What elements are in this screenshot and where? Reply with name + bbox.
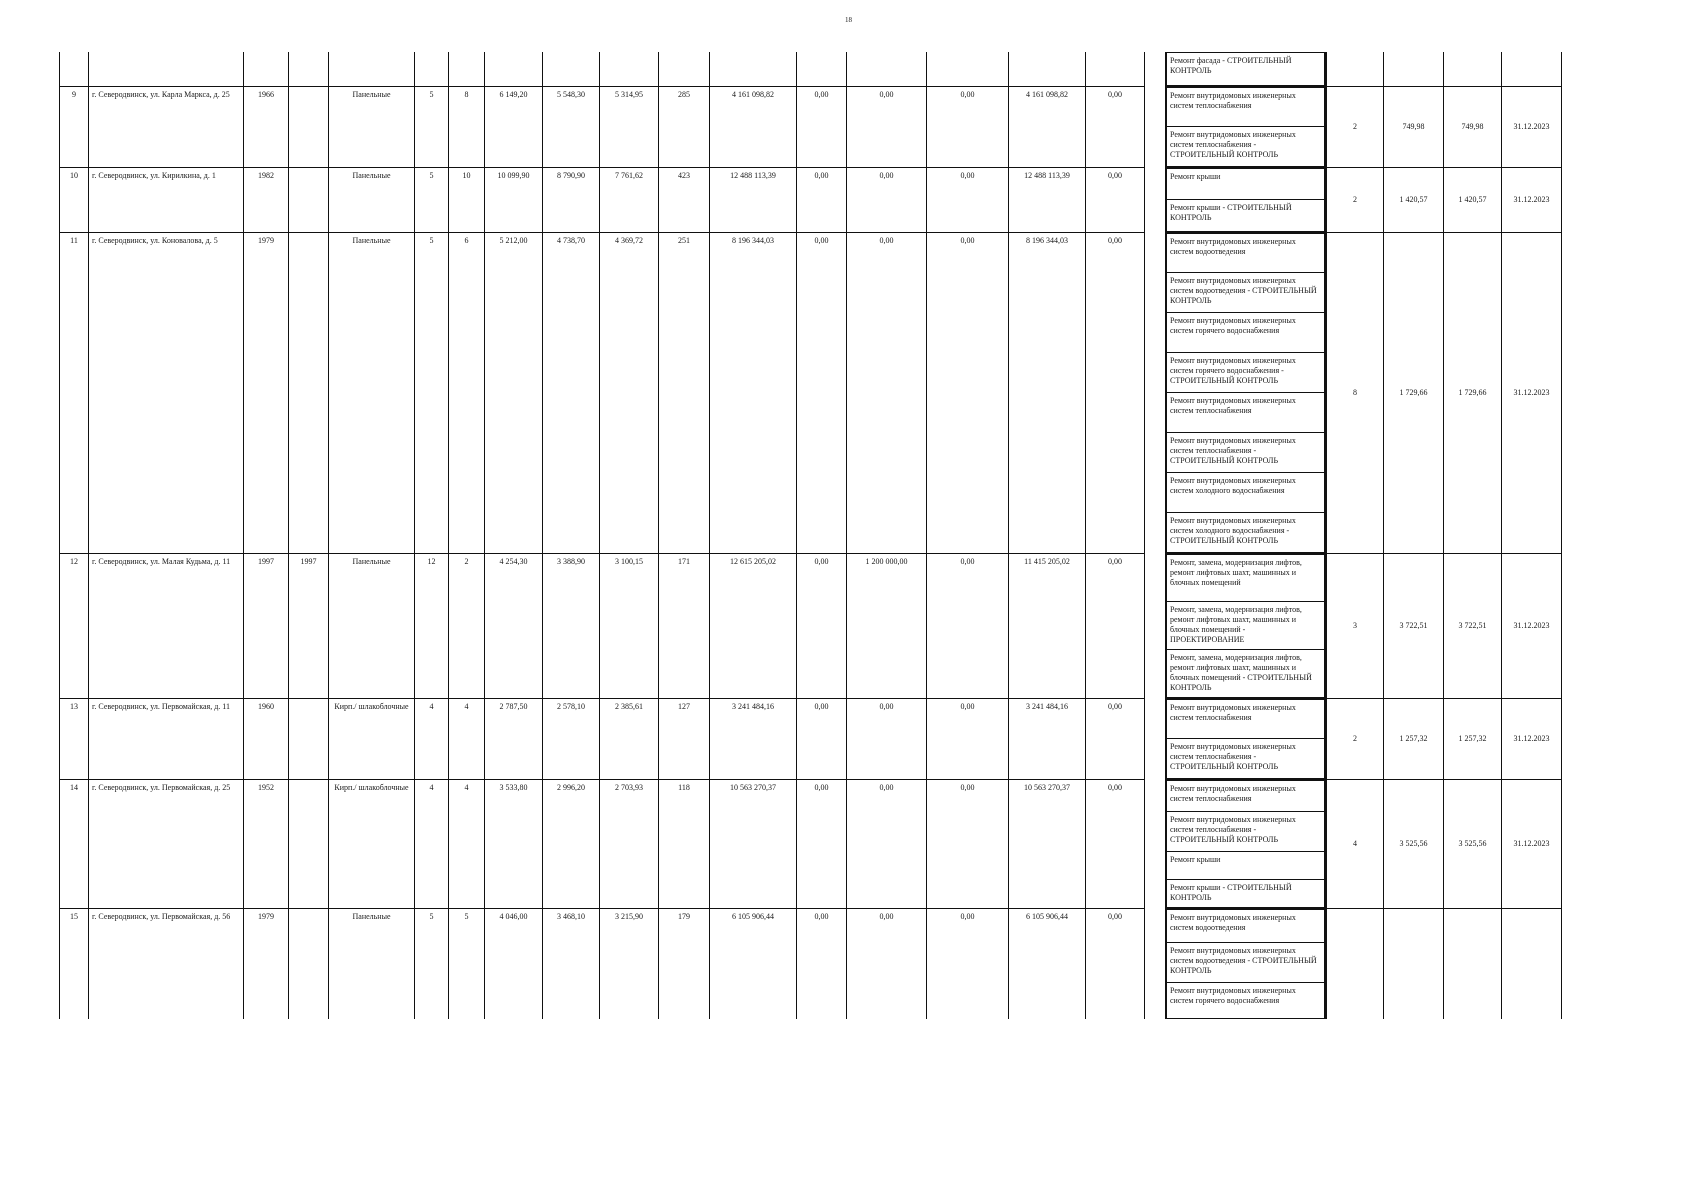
area-owned-cell: 7 761,62 (600, 168, 659, 233)
cost-fund-cell: 0,00 (797, 909, 847, 1020)
wall-material-cell: Панельные (329, 233, 415, 554)
unit-cost-cell (1384, 909, 1444, 1020)
cost-budget-cell: 0,00 (847, 699, 927, 780)
empty-cell (797, 52, 847, 87)
residents-cell: 179 (659, 909, 710, 1020)
work-item: Ремонт фасада - СТРОИТЕЛЬНЫЙ КОНТРОЛЬ (1166, 52, 1326, 86)
address-cell: г. Северодвинск, ул. Малая Кудьма, д. 11 (89, 554, 244, 699)
cost-budget-cell: 0,00 (847, 909, 927, 1020)
cost-local-cell: 0,00 (927, 909, 1009, 1020)
cost-total-cell: 12 615 205,02 (710, 554, 797, 699)
year-renovated-cell: 1997 (289, 554, 329, 699)
area-total-cell: 4 254,30 (485, 554, 543, 699)
empty-cell (600, 52, 659, 87)
spacer-cell (1145, 233, 1166, 554)
spacer-cell (1145, 87, 1166, 168)
area-total-cell: 10 099,90 (485, 168, 543, 233)
year-built-cell: 1979 (244, 233, 289, 554)
year-built-cell: 1979 (244, 909, 289, 1020)
year-built-cell: 1997 (244, 554, 289, 699)
year-renovated-cell (289, 780, 329, 909)
deadline-cell: 31.12.2023 (1502, 87, 1562, 168)
cost-budget-cell: 0,00 (847, 233, 927, 554)
cost-total-cell: 3 241 484,16 (710, 699, 797, 780)
residents-cell: 285 (659, 87, 710, 168)
area-total-cell: 3 533,80 (485, 780, 543, 909)
deadline-cell: 31.12.2023 (1502, 699, 1562, 780)
row-number-cell: 15 (60, 909, 89, 1020)
works-cell (1166, 554, 1327, 699)
house-row (60, 233, 1562, 554)
cost-budget-cell: 0,00 (847, 87, 927, 168)
work-count-cell (1327, 909, 1384, 1020)
row-number-cell: 10 (60, 168, 89, 233)
page-number: 18 (845, 16, 852, 24)
work-item: Ремонт крыши - СТРОИТЕЛЬНЫЙ КОНТРОЛЬ (1166, 200, 1326, 232)
entrances-cell: 4 (449, 780, 485, 909)
year-built-cell: 1960 (244, 699, 289, 780)
cost-owners-cell: 11 415 205,02 (1009, 554, 1086, 699)
row-number-cell: 11 (60, 233, 89, 554)
cost-fund-cell: 0,00 (797, 168, 847, 233)
empty-cell (543, 52, 600, 87)
area-owned-cell: 3 215,90 (600, 909, 659, 1020)
work-item: Ремонт внутридомовых инженерных систем теплоснабжения (1166, 87, 1326, 127)
year-built-cell: 1982 (244, 168, 289, 233)
wall-material-cell: Кирп./ шлакоблочные (329, 699, 415, 780)
row-number-cell: 13 (60, 699, 89, 780)
area-owned-cell: 2 385,61 (600, 699, 659, 780)
area-total-cell: 2 787,50 (485, 699, 543, 780)
house-row (60, 909, 1562, 1020)
area-total-cell: 5 212,00 (485, 233, 543, 554)
cost-other-cell: 0,00 (1086, 909, 1145, 1020)
empty-cell (1502, 52, 1562, 87)
empty-cell (1444, 52, 1502, 87)
work-item: Ремонт, замена, модернизация лифтов, ремонт лифтовых шахт, машинных и блочных помещений - ПРОЕКТИРОВАНИЕ (1166, 602, 1326, 650)
empty-cell (415, 52, 449, 87)
entrances-cell: 2 (449, 554, 485, 699)
work-item: Ремонт внутридомовых инженерных систем холодного водоснабжения - СТРОИТЕЛЬНЫЙ КОНТРОЛЬ (1166, 513, 1326, 553)
work-item: Ремонт внутридомовых инженерных систем теплоснабжения (1166, 393, 1326, 433)
unit-cost-cell: 3 525,56 (1384, 780, 1444, 909)
empty-cell (329, 52, 415, 87)
work-item: Ремонт крыши - СТРОИТЕЛЬНЫЙ КОНТРОЛЬ (1166, 880, 1326, 908)
cost-other-cell: 0,00 (1086, 168, 1145, 233)
floors-cell: 5 (415, 909, 449, 1020)
wall-material-cell: Панельные (329, 554, 415, 699)
address-cell: г. Северодвинск, ул. Первомайская, д. 56 (89, 909, 244, 1020)
area-residential-cell: 2 578,10 (543, 699, 600, 780)
works-cell (1166, 780, 1327, 909)
area-owned-cell: 4 369,72 (600, 233, 659, 554)
deadline-cell: 31.12.2023 (1502, 780, 1562, 909)
work-item: Ремонт, замена, модернизация лифтов, ремонт лифтовых шахт, машинных и блочных помещений (1166, 554, 1326, 602)
house-row (60, 554, 1562, 699)
row-number-cell: 14 (60, 780, 89, 909)
residents-cell: 118 (659, 780, 710, 909)
row-number-cell: 9 (60, 87, 89, 168)
deadline-cell: 31.12.2023 (1502, 168, 1562, 233)
area-residential-cell: 8 790,90 (543, 168, 600, 233)
work-item: Ремонт внутридомовых инженерных систем горячего водоснабжения (1166, 313, 1326, 353)
cost-fund-cell: 0,00 (797, 699, 847, 780)
cost-local-cell: 0,00 (927, 168, 1009, 233)
area-total-cell: 4 046,00 (485, 909, 543, 1020)
cost-budget-cell: 0,00 (847, 168, 927, 233)
cost-total-cell: 12 488 113,39 (710, 168, 797, 233)
year-built-cell: 1966 (244, 87, 289, 168)
cost-budget-cell: 1 200 000,00 (847, 554, 927, 699)
cost-total-cell: 4 161 098,82 (710, 87, 797, 168)
entrances-cell: 6 (449, 233, 485, 554)
work-item: Ремонт крыши (1166, 852, 1326, 880)
works-cell (1166, 233, 1327, 554)
entrances-cell: 4 (449, 699, 485, 780)
floors-cell: 4 (415, 699, 449, 780)
works-cell (1166, 909, 1327, 1020)
area-owned-cell: 2 703,93 (600, 780, 659, 909)
entrances-cell: 5 (449, 909, 485, 1020)
area-residential-cell: 4 738,70 (543, 233, 600, 554)
house-row (60, 699, 1562, 780)
work-count-cell: 2 (1327, 87, 1384, 168)
work-item: Ремонт внутридомовых инженерных систем горячего водоснабжения (1166, 983, 1326, 1019)
address-cell: г. Северодвинск, ул. Первомайская, д. 11 (89, 699, 244, 780)
cost-local-cell: 0,00 (927, 554, 1009, 699)
work-count-cell: 8 (1327, 233, 1384, 554)
empty-cell (1009, 52, 1086, 87)
cost-total-cell: 8 196 344,03 (710, 233, 797, 554)
work-item: Ремонт крыши (1166, 168, 1326, 200)
entrances-cell: 8 (449, 87, 485, 168)
cost-budget-cell: 0,00 (847, 780, 927, 909)
floors-cell: 4 (415, 780, 449, 909)
cost-other-cell: 0,00 (1086, 699, 1145, 780)
empty-cell (1384, 52, 1444, 87)
wall-material-cell: Панельные (329, 87, 415, 168)
cost-fund-cell: 0,00 (797, 233, 847, 554)
residents-cell: 127 (659, 699, 710, 780)
row-number-cell: 12 (60, 554, 89, 699)
floors-cell: 5 (415, 87, 449, 168)
wall-material-cell: Панельные (329, 168, 415, 233)
house-row (60, 780, 1562, 909)
work-item: Ремонт внутридомовых инженерных систем теплоснабжения (1166, 699, 1326, 739)
work-item: Ремонт внутридомовых инженерных систем теплоснабжения - СТРОИТЕЛЬНЫЙ КОНТРОЛЬ (1166, 739, 1326, 779)
unit-limit-cell (1444, 909, 1502, 1020)
work-item: Ремонт внутридомовых инженерных систем теплоснабжения - СТРОИТЕЛЬНЫЙ КОНТРОЛЬ (1166, 812, 1326, 852)
year-renovated-cell (289, 699, 329, 780)
cost-owners-cell: 4 161 098,82 (1009, 87, 1086, 168)
empty-cell (847, 52, 927, 87)
cost-other-cell: 0,00 (1086, 87, 1145, 168)
spacer-cell (1145, 780, 1166, 909)
unit-limit-cell: 1 729,66 (1444, 233, 1502, 554)
work-item: Ремонт внутридомовых инженерных систем теплоснабжения - СТРОИТЕЛЬНЫЙ КОНТРОЛЬ (1166, 433, 1326, 473)
year-renovated-cell (289, 168, 329, 233)
cost-fund-cell: 0,00 (797, 87, 847, 168)
cost-total-cell: 10 563 270,37 (710, 780, 797, 909)
address-cell: г. Северодвинск, ул. Первомайская, д. 25 (89, 780, 244, 909)
work-count-cell: 2 (1327, 699, 1384, 780)
wall-material-cell: Панельные (329, 909, 415, 1020)
spacer-cell (1145, 699, 1166, 780)
unit-limit-cell: 749,98 (1444, 87, 1502, 168)
year-built-cell: 1952 (244, 780, 289, 909)
cost-other-cell: 0,00 (1086, 780, 1145, 909)
work-item: Ремонт внутридомовых инженерных систем теплоснабжения - СТРОИТЕЛЬНЫЙ КОНТРОЛЬ (1166, 127, 1326, 167)
works-cell (1166, 87, 1327, 168)
unit-limit-cell: 3 525,56 (1444, 780, 1502, 909)
empty-cell (710, 52, 797, 87)
work-item: Ремонт, замена, модернизация лифтов, ремонт лифтовых шахт, машинных и блочных помещений - СТРОИТЕЛЬНЫЙ КОНТРОЛЬ (1166, 650, 1326, 698)
area-owned-cell: 3 100,15 (600, 554, 659, 699)
empty-cell (1327, 52, 1384, 87)
empty-cell (1086, 52, 1145, 87)
works-cell (1166, 168, 1327, 233)
empty-cell (927, 52, 1009, 87)
area-residential-cell: 2 996,20 (543, 780, 600, 909)
work-item: Ремонт внутридомовых инженерных систем водоотведения - СТРОИТЕЛЬНЫЙ КОНТРОЛЬ (1166, 943, 1326, 983)
area-total-cell: 6 149,20 (485, 87, 543, 168)
cost-owners-cell: 6 105 906,44 (1009, 909, 1086, 1020)
area-residential-cell: 3 388,90 (543, 554, 600, 699)
year-renovated-cell (289, 909, 329, 1020)
cost-local-cell: 0,00 (927, 699, 1009, 780)
empty-cell (89, 52, 244, 87)
empty-cell (60, 52, 89, 87)
cost-local-cell: 0,00 (927, 780, 1009, 909)
unit-cost-cell: 749,98 (1384, 87, 1444, 168)
area-owned-cell: 5 314,95 (600, 87, 659, 168)
cost-local-cell: 0,00 (927, 233, 1009, 554)
work-item: Ремонт внутридомовых инженерных систем водоотведения (1166, 233, 1326, 273)
works-cell (1166, 52, 1327, 87)
unit-cost-cell: 3 722,51 (1384, 554, 1444, 699)
spacer-cell (1145, 554, 1166, 699)
address-cell: г. Северодвинск, ул. Кирилкина, д. 1 (89, 168, 244, 233)
empty-cell (659, 52, 710, 87)
wall-material-cell: Кирп./ шлакоблочные (329, 780, 415, 909)
deadline-cell (1502, 909, 1562, 1020)
cost-total-cell: 6 105 906,44 (710, 909, 797, 1020)
cost-owners-cell: 3 241 484,16 (1009, 699, 1086, 780)
residents-cell: 423 (659, 168, 710, 233)
work-count-cell: 4 (1327, 780, 1384, 909)
empty-cell (244, 52, 289, 87)
cost-local-cell: 0,00 (927, 87, 1009, 168)
cost-owners-cell: 8 196 344,03 (1009, 233, 1086, 554)
works-cell (1166, 699, 1327, 780)
unit-limit-cell: 1 420,57 (1444, 168, 1502, 233)
carry-over-row (60, 52, 1562, 87)
deadline-cell: 31.12.2023 (1502, 554, 1562, 699)
year-renovated-cell (289, 233, 329, 554)
residents-cell: 251 (659, 233, 710, 554)
repair-program-table (59, 52, 1562, 1019)
spacer-cell (1145, 909, 1166, 1020)
entrances-cell: 10 (449, 168, 485, 233)
address-cell: г. Северодвинск, ул. Карла Маркса, д. 25 (89, 87, 244, 168)
unit-limit-cell: 3 722,51 (1444, 554, 1502, 699)
cost-fund-cell: 0,00 (797, 780, 847, 909)
floors-cell: 5 (415, 233, 449, 554)
work-item: Ремонт внутридомовых инженерных систем теплоснабжения (1166, 780, 1326, 812)
work-item: Ремонт внутридомовых инженерных систем холодного водоснабжения (1166, 473, 1326, 513)
work-item: Ремонт внутридомовых инженерных систем водоотведения - СТРОИТЕЛЬНЫЙ КОНТРОЛЬ (1166, 273, 1326, 313)
floors-cell: 5 (415, 168, 449, 233)
work-item: Ремонт внутридомовых инженерных систем горячего водоснабжения - СТРОИТЕЛЬНЫЙ КОНТРОЛЬ (1166, 353, 1326, 393)
floors-cell: 12 (415, 554, 449, 699)
deadline-cell: 31.12.2023 (1502, 233, 1562, 554)
house-row (60, 87, 1562, 168)
area-residential-cell: 3 468,10 (543, 909, 600, 1020)
work-count-cell: 2 (1327, 168, 1384, 233)
cost-owners-cell: 10 563 270,37 (1009, 780, 1086, 909)
unit-limit-cell: 1 257,32 (1444, 699, 1502, 780)
residents-cell: 171 (659, 554, 710, 699)
unit-cost-cell: 1 420,57 (1384, 168, 1444, 233)
house-row (60, 168, 1562, 233)
spacer-cell (1145, 168, 1166, 233)
unit-cost-cell: 1 729,66 (1384, 233, 1444, 554)
cost-owners-cell: 12 488 113,39 (1009, 168, 1086, 233)
empty-cell (289, 52, 329, 87)
unit-cost-cell: 1 257,32 (1384, 699, 1444, 780)
cost-other-cell: 0,00 (1086, 554, 1145, 699)
work-count-cell: 3 (1327, 554, 1384, 699)
area-residential-cell: 5 548,30 (543, 87, 600, 168)
empty-cell (485, 52, 543, 87)
cost-fund-cell: 0,00 (797, 554, 847, 699)
work-item: Ремонт внутридомовых инженерных систем водоотведения (1166, 909, 1326, 943)
cost-other-cell: 0,00 (1086, 233, 1145, 554)
empty-cell (449, 52, 485, 87)
spacer-cell (1145, 52, 1166, 87)
address-cell: г. Северодвинск, ул. Коновалова, д. 5 (89, 233, 244, 554)
year-renovated-cell (289, 87, 329, 168)
